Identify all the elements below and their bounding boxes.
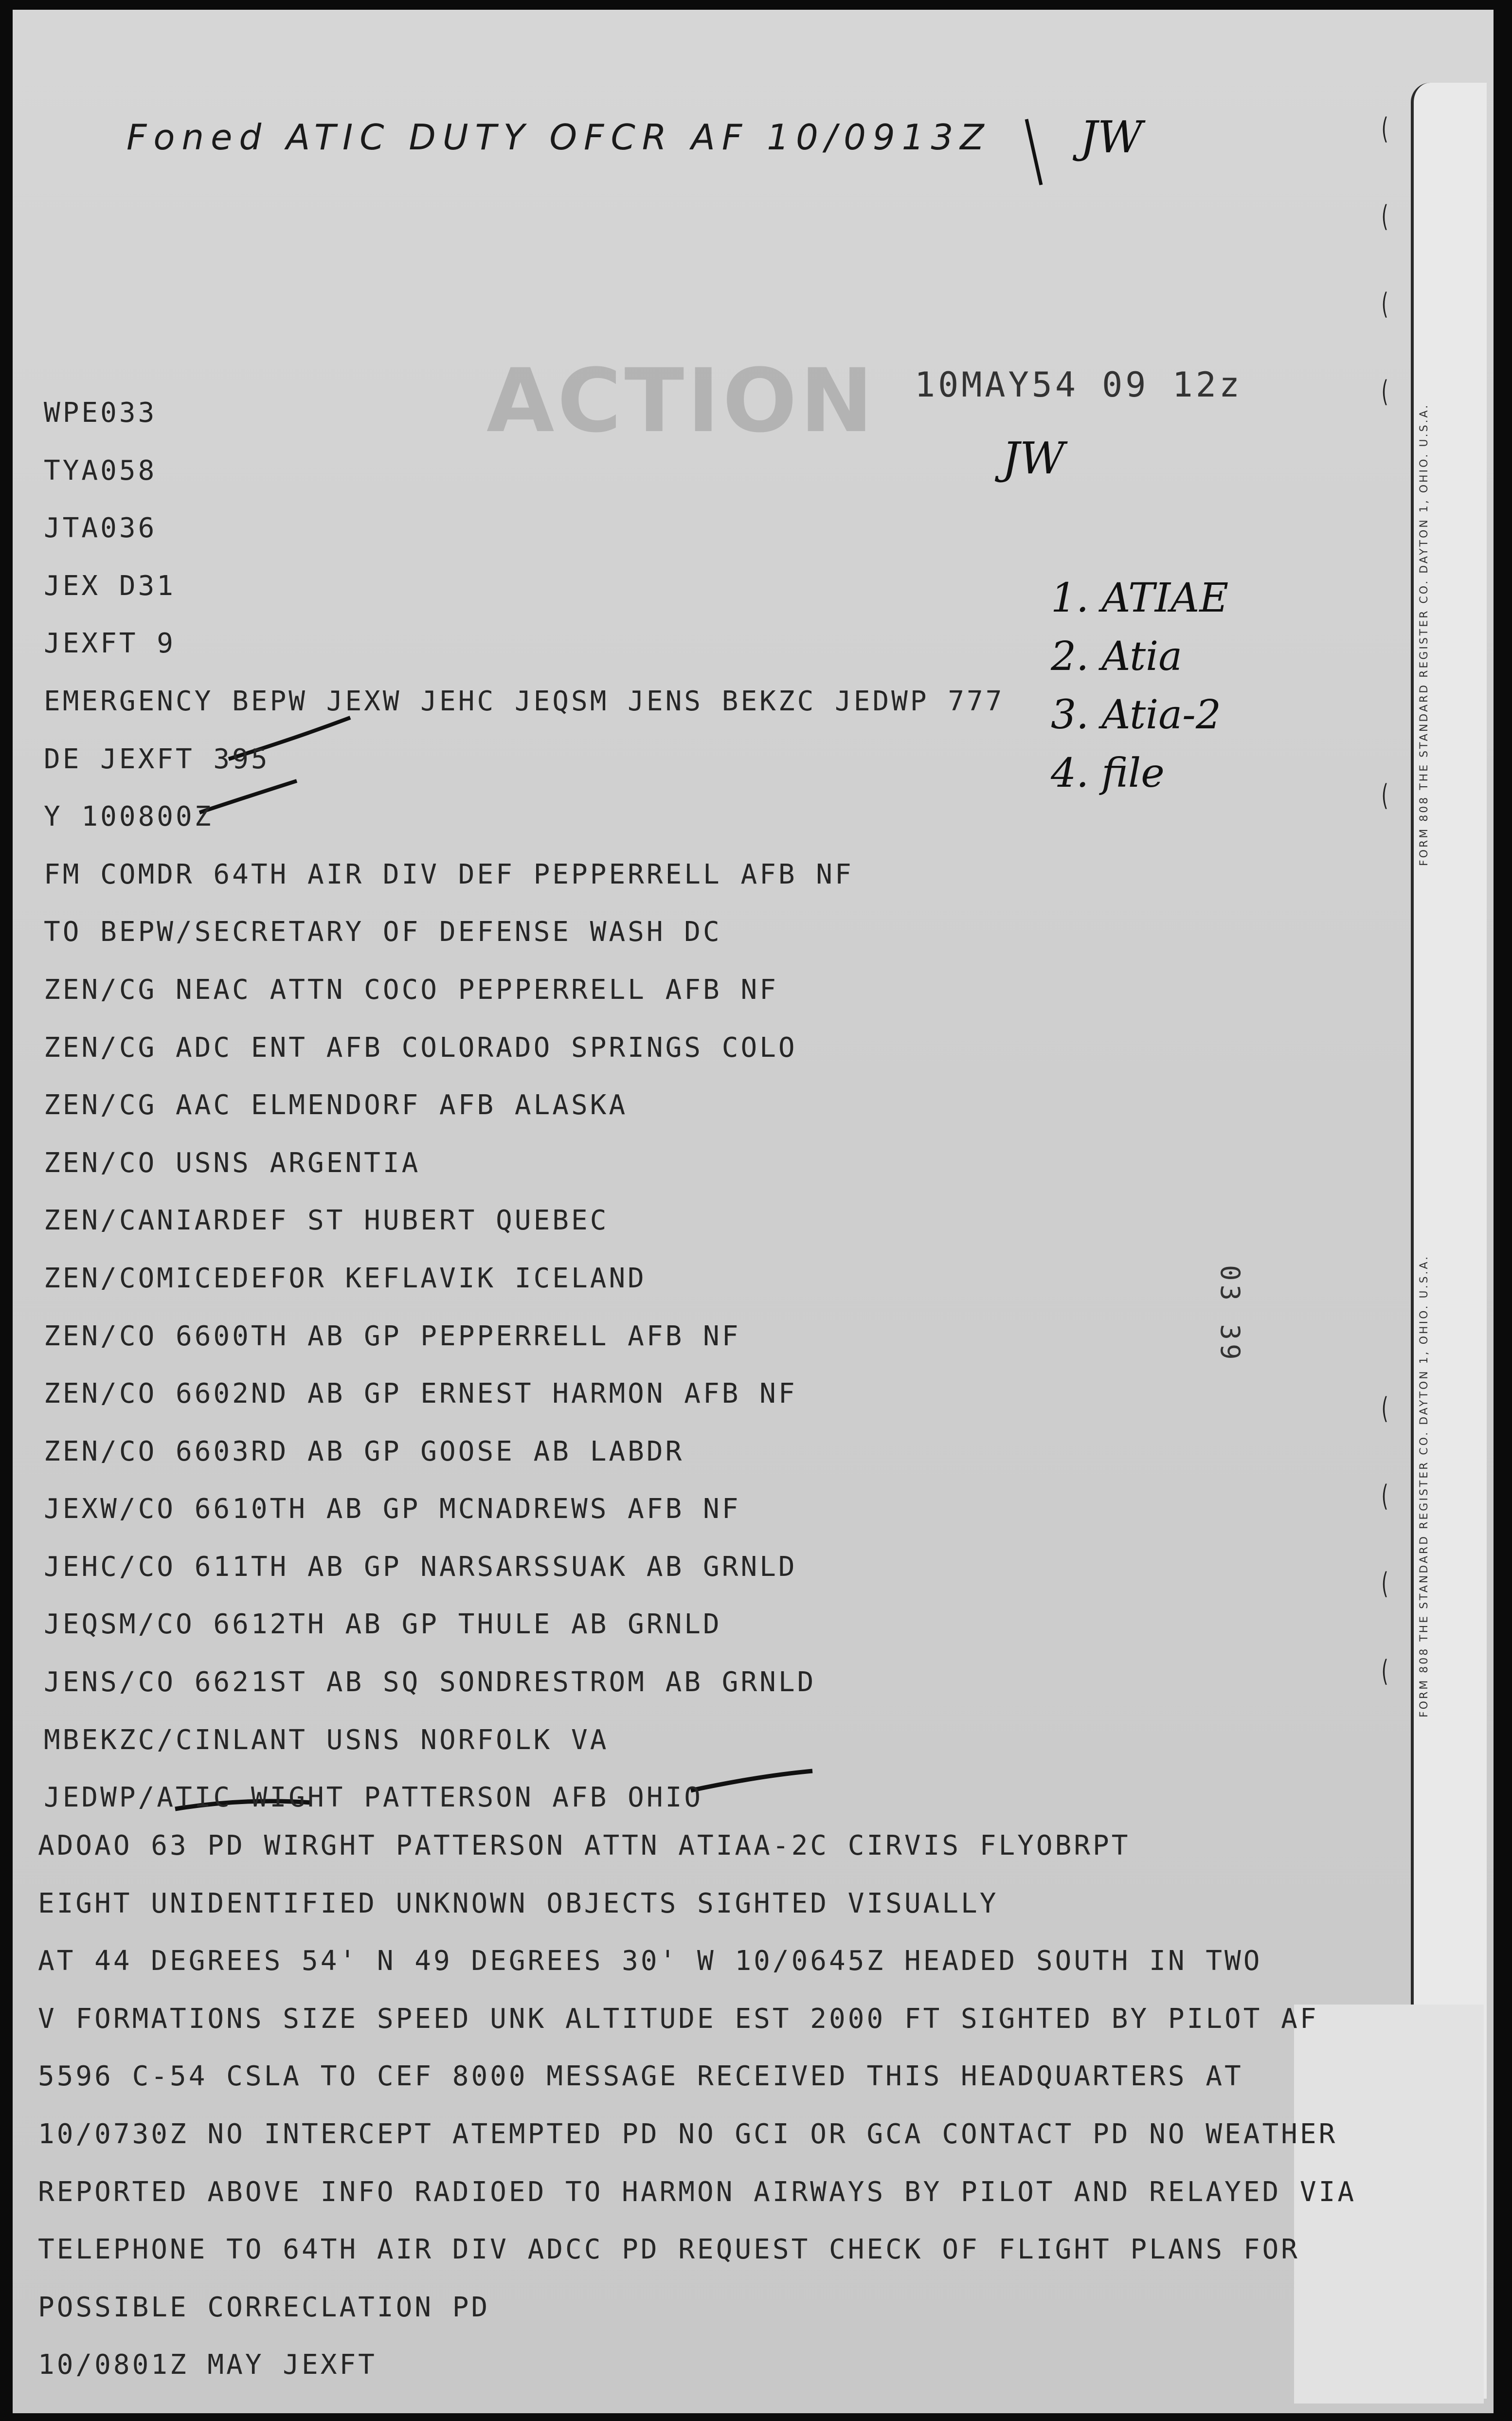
message-line: TYA058 [44, 454, 157, 487]
binder-hole-icon: ( [1381, 199, 1388, 234]
message-line: WPE033 [44, 397, 157, 429]
body-line: EIGHT UNIDENTIFIED UNKNOWN OBJECTS SIGHTED VISUALLY [38, 1887, 999, 1919]
handwritten-routing: Foned ATIC DUTY OFCR AF 10/0913Z [126, 117, 991, 158]
message-line: DE JEXFT 395 [44, 743, 270, 775]
margin-print-lower: FORM 808 THE STANDARD REGISTER CO. DAYTON 1, OHIO. U.S.A. [1418, 1254, 1430, 1717]
body-line: POSSIBLE CORRECLATION PD [38, 2291, 490, 2323]
routing-line-3: 3. Atia-2 [1051, 692, 1222, 738]
action-stamp: ACTION [486, 350, 876, 452]
body-line: ADOAO 63 PD WIRGHT PATTERSON ATTN ATIAA-2C CIRVIS FLYOBRPT [38, 1830, 1131, 1861]
body-line: AT 44 DEGREES 54' N 49 DEGREES 30' W 10/0645Z HEADED SOUTH IN TWO [38, 1945, 1262, 1977]
binder-hole-icon: ( [1381, 375, 1388, 409]
binder-hole-icon: ( [1381, 287, 1388, 321]
binder-hole-icon: ( [1381, 1479, 1388, 1513]
address-line: ZEN/CANIARDEF ST HUBERT QUEBEC [44, 1205, 609, 1237]
binder-hole-icon: ( [1381, 1391, 1388, 1426]
message-line: JEXFT 9 [44, 628, 176, 660]
header-initials: JW [1080, 112, 1143, 163]
body-line: REPORTED ABOVE INFO RADIOED TO HARMON AIRWAYS BY PILOT AND RELAYED VIA [38, 2176, 1357, 2208]
binder-hole-icon: ( [1381, 1567, 1388, 1601]
address-line: MBEKZC/CINLANT USNS NORFOLK VA [44, 1724, 609, 1756]
body-line: 10/0730Z NO INTERCEPT ATEMPTED PD NO GCI OR GCA CONTACT PD NO WEATHER [38, 2118, 1338, 2150]
address-line: ZEN/CO USNS ARGENTIA [44, 1147, 421, 1179]
binder-hole-icon: ( [1381, 778, 1388, 813]
received-timestamp: 10MAY54 09 12z [915, 365, 1243, 405]
address-line: JEHC/CO 611TH AB GP NARSARSSUAK AB GRNLD [44, 1551, 797, 1583]
message-body [38, 1817, 1356, 2394]
body-line: 10/0801Z MAY JEXFT [38, 2349, 377, 2381]
address-line: ZEN/CO 6603RD AB GP GOOSE AB LABDR [44, 1435, 684, 1467]
address-line: ZEN/CO 6600TH AB GP PEPPERRELL AFB NF [44, 1320, 741, 1352]
margin-print-upper: FORM 808 THE STANDARD REGISTER CO. DAYTON 1, OHIO. U.S.A. [1418, 403, 1430, 866]
address-line: JEXW/CO 6610TH AB GP MCNADREWS AFB NF [44, 1493, 741, 1525]
body-line: TELEPHONE TO 64TH AIR DIV ADCC PD REQUEST CHECK OF FLIGHT PLANS FOR [38, 2234, 1300, 2266]
body-line: V FORMATIONS SIZE SPEED UNK ALTITUDE EST 2000 FT SIGHTED BY PILOT AF [38, 2003, 1319, 2035]
address-line: JEQSM/CO 6612TH AB GP THULE AB GRNLD [44, 1608, 722, 1641]
address-line: JEDWP/ATIC WIGHT PATTERSON AFB OHIO [44, 1782, 703, 1814]
side-time-stamp: 03 39 [1215, 1265, 1245, 1364]
address-line: ZEN/COMICEDEFOR KEFLAVIK ICELAND [44, 1262, 647, 1294]
body-line: 5596 C-54 CSLA TO CEF 8000 MESSAGE RECEIVED THIS HEADQUARTERS AT [38, 2060, 1243, 2093]
message-line: JTA036 [44, 512, 157, 544]
binder-hole-icon: ( [1381, 112, 1388, 146]
message-header-block [44, 384, 1004, 1827]
message-line: EMERGENCY BEPW JEXW JEHC JEQSM JENS BEKZC JEDWP 777 [44, 685, 1005, 717]
routing-line-4: 4. file [1051, 750, 1165, 796]
address-line: ZEN/CG ADC ENT AFB COLORADO SPRINGS COLO [44, 1031, 797, 1064]
message-line: Y 100800Z [44, 801, 214, 833]
routing-line-2: 2. Atia [1051, 633, 1183, 680]
address-line: ZEN/CG AAC ELMENDORF AFB ALASKA [44, 1089, 628, 1121]
address-line: ZEN/CG NEAC ATTN COCO PEPPERRELL AFB NF [44, 974, 778, 1006]
message-line: JEX D31 [44, 570, 176, 602]
address-line: TO BEPW/SECRETARY OF DEFENSE WASH DC [44, 916, 722, 948]
stamp-initials: JW [1002, 433, 1065, 484]
routing-line-1: 1. ATIAE [1051, 575, 1229, 621]
binder-hole-icon: ( [1381, 1654, 1388, 1688]
address-line: ZEN/CO 6602ND AB GP ERNEST HARMON AFB NF [44, 1378, 797, 1410]
address-line: JENS/CO 6621ST AB SQ SONDRESTROM AB GRNLD [44, 1666, 816, 1698]
address-line: FM COMDR 64TH AIR DIV DEF PEPPERRELL AFB NF [44, 858, 854, 890]
